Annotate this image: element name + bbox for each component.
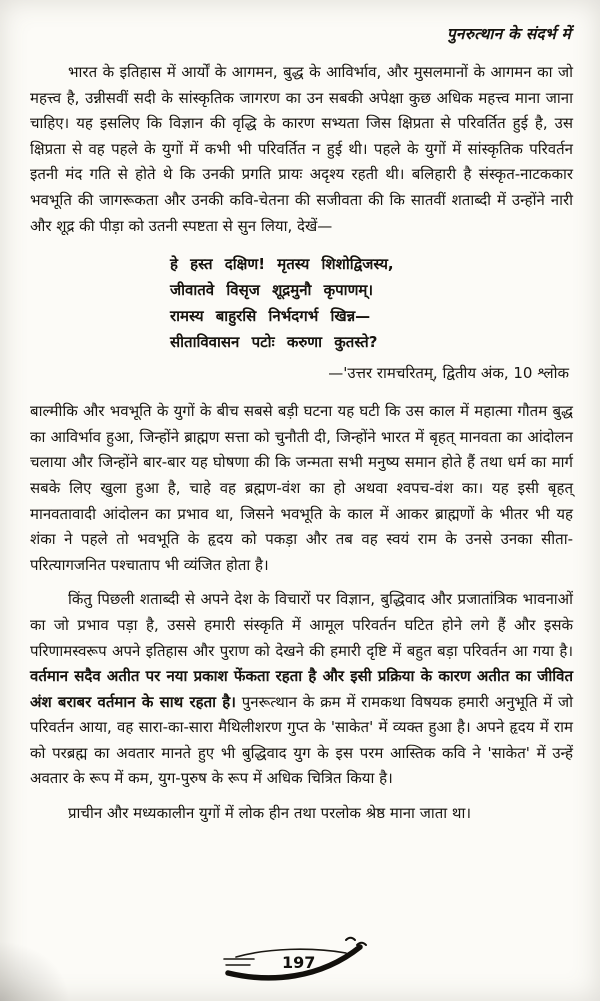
page-number: 197 (282, 953, 316, 972)
paragraph (30, 399, 573, 578)
paragraph-text: पुनरूत्थान के क्रम में रामकथा विषयक हमारी अनुभूति में जो परिवर्तन आया, वह सारा-का-सारा मैथिलीशरण गुप्त के 'साकेत' में व्यक्त हुआ है। अपने हृदय में राम को परब्रह्म का अवतार मानते हुए भी बुद्धिवाद युग के इस परम आस्तिक कवि ने 'साकेत' में उन्हें अवतार के रूप में कम, युग-पुरुष के रूप में अधिक चित्रित किया है। (30, 692, 573, 788)
paragraph-text: किंतु पिछली शताब्दी से अपने देश के विचारों पर विज्ञान, बुद्धिवाद और प्रजातांत्रिक भावनाओं का जो प्रभाव पड़ा है, उससे हमारी संस्कृति में आमूल परिवर्तन घटित होने लगे हैं और इसके परिणामस्वरूप अपने इतिहास और पुराण को देखने की हमारी दृष्टि में बहुत बड़ा परिवर्तन आ गया है। (30, 590, 573, 660)
page-number-ornament-icon (220, 935, 380, 987)
verse-attribution: —'उत्तर रामचरितम्, द्वितीय अंक, 10 श्लोक (328, 364, 569, 383)
verse-line: जीवातवे विसृज शूद्रमुनौ कृपाणम्। (170, 281, 374, 300)
verse-line: सीताविवासन पटोः करुणा कुतस्ते? (170, 333, 378, 352)
verse-line: हे हस्त दक्षिण! मृतस्य शिशोद्विजस्य, (170, 255, 394, 274)
page-header-title: पुनरुत्थान के संदर्भ में (446, 25, 571, 43)
paragraph-text: बाल्मीकि और भवभूति के युगों के बीच सबसे बड़ी घटना यह घटी कि उस काल में महात्मा गौतम बुद्ध का आविर्भाव हुआ, जिन्होंने ब्राह्मण सत्ता को चुनौती दी, जिन्होंने भारत में बृहत् मानवता का आंदोलन चलाया और जिन्होंने बार-बार यह घोषणा की कि जन्मता सभी मनुष्य समान होते हैं तथा धर्म का मार्ग सबके लिए खुला हुआ है, चाहे वह ब्रह्मण-वंश का हो अथवा श्वपच-वंश का। यह इसी बृहत् मानवतावादी आंदोलन का प्रभाव था, जिसने भवभूति के काल में आकर ब्राह्मणों के भीतर भी यह शंका ने पहले तो भवभूति के हृदय को पकड़ा और तब वह स्वयं राम के उनसे उनका सीता-परित्यागजनित पश्चाताप भी व्यंजित होता है। (30, 402, 573, 574)
paragraph-emphasis-text: वर्तमान सदैव अतीत पर नया प्रकाश फेंकता रहता है और इसी प्रक्रिया के कारण अतीत का जीवित अंश बराबर वर्तमान के साथ रहता है। (30, 667, 573, 711)
paragraph (30, 587, 573, 792)
verse-block (170, 251, 573, 355)
verse-line: रामस्य बाहुरसि निर्भदगर्भ खिन्न— (170, 307, 371, 326)
paragraph-text: भारत के इतिहास में आर्यों के आगमन, बुद्ध के आविर्भाव, और मुसलमानों के आगमन का जो महत्त्व है, उन्नीसवीं सदी के सांस्कृतिक जागरण का उन सबकी अपेक्षा कुछ अधिक महत्त्व माना जाना चाहिए। यह इसलिए कि विज्ञान की वृद्धि के कारण सभ्यता जिस क्षिप्रता से परिवर्तित हुई है, उस क्षिप्रता से वह पहले के युगों में कभी भी परिवर्तित न हुई थी। पहले के युगों में सांस्कृतिक परिवर्तन इतनी मंद गति से होते थे कि उनकी प्रगति प्रायः अदृश्य रहती थी। बलिहारी है संस्कृत-नाटककार भवभूति की जागरूकता और उनकी कवि-चेतना की सजीवता की कि सातवीं शताब्दी में उन्होंने नारी और शूद्र की पीड़ा को उतनी स्पष्टता से सुन लिया, देखें— (30, 63, 573, 235)
paragraph (30, 60, 573, 239)
page-footer (0, 935, 600, 987)
paragraph-text: प्राचीन और मध्यकालीन युगों में लोक हीन तथा परलोक श्रेष्ठ माना जाता था। (68, 804, 472, 823)
paragraph (30, 801, 573, 827)
